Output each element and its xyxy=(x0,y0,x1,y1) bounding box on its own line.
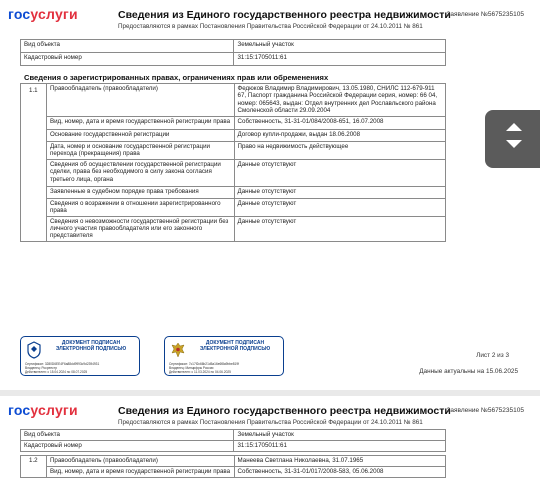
table-row xyxy=(21,198,446,216)
document-title: Сведения из Единого государственного реестра недвижимости xyxy=(118,9,451,21)
cadastral-value: 31:15:1705011:61 xyxy=(234,441,446,452)
table-row xyxy=(21,456,446,467)
rights-table xyxy=(20,83,446,242)
eagle-icon xyxy=(170,341,186,359)
table-row xyxy=(21,53,446,66)
rights-value: Право на недвижимость действующее xyxy=(234,141,445,159)
table-row xyxy=(21,430,446,441)
rights-label: Сведения об осуществлении государственной регистрации сделки, права без необходимого в силу закона согласия третьего лица, органа xyxy=(46,159,234,186)
rights-value: Федюков Владимир Владимирович, 13.05.1980, СНИЛС 112-679-911 67, Паспорт гражданина Российской Федерации серия, номер: 66 04, номер: 065643, выдан: Отдел внутренних дел Рославльского района Смоленской области 29.09.2004 xyxy=(234,84,445,117)
table-row xyxy=(21,84,446,117)
rights-label: Вид, номер, дата и время государственной регистрации права xyxy=(46,116,234,129)
document-subtitle: Предоставляются в рамках Постановления Правительства Российской Федерации от 24.10.2011 № 861 xyxy=(118,23,423,30)
object-label: Вид объекта xyxy=(21,40,234,53)
table-row xyxy=(21,467,446,478)
rights-label: Сведения о невозможности государственной регистрации без личного участия правообладателя или его законного представителя xyxy=(46,216,234,241)
rights-label: Заявленные в судебном порядке права требования xyxy=(46,186,234,198)
rights-value: Данные отсутствуют xyxy=(234,186,445,198)
rights-label: Основание государственной регистрации xyxy=(46,129,234,141)
chevron-up-icon[interactable] xyxy=(506,123,522,131)
table-row xyxy=(21,186,446,198)
signature-stamp-rosreestr xyxy=(20,336,140,376)
stamp-details: Сертификат: 7c17f2c66b21d5a16e6f8a9bbe819f Владелец: Минцифры России Действителен: с 11.03.2024 по 04.06.2025 xyxy=(169,362,239,374)
document-title: Сведения из Единого государственного реестра недвижимости xyxy=(118,405,451,417)
stamp-title: ДОКУМЕНТ ПОДПИСАН ЭЛЕКТРОННОЙ ПОДПИСЬЮ xyxy=(55,340,127,353)
signature-stamp-mincifry xyxy=(164,336,284,376)
rights-label: Правообладатель (правообладатели) xyxy=(46,84,234,117)
table-row xyxy=(21,159,446,186)
rights-label: Дата, номер и основание государственной регистрации перехода (прекращения) права xyxy=(46,141,234,159)
actual-date: Данные актуальны на 15.06.2025 xyxy=(419,368,518,375)
table-row xyxy=(21,40,446,53)
emblem-icon xyxy=(26,341,42,359)
table-row xyxy=(21,129,446,141)
page-scroll-control[interactable] xyxy=(485,110,540,168)
sheet-number: Лист 2 из 3 xyxy=(476,352,509,359)
gosuslugi-logo: госуслуги xyxy=(8,6,78,22)
cadastral-value: 31:15:1705011:61 xyxy=(234,53,446,66)
object-value: Земельный участок xyxy=(234,40,446,53)
table-row xyxy=(21,216,446,241)
object-value: Земельный участок xyxy=(234,430,446,441)
object-table xyxy=(20,429,446,452)
statement-number: Заявление №5675235105 xyxy=(446,11,524,18)
chevron-down-icon[interactable] xyxy=(506,140,522,148)
stamp-details: Сертификат: 3280D6EE4F6a88dd9993c9d2394931 Владелец: Росреестр Действителен: с 15.04.2024 по 08.07.2025 xyxy=(25,362,100,374)
gosuslugi-logo: госуслуги xyxy=(8,402,78,418)
statement-number: Заявление №5675235105 xyxy=(446,407,524,414)
object-table xyxy=(20,39,446,66)
page-header xyxy=(0,0,540,32)
table-row xyxy=(21,441,446,452)
rights-label: Сведения о возражении в отношении зарегистрированного права xyxy=(46,198,234,216)
record-number: 1.2 xyxy=(21,456,47,478)
cadastral-label: Кадастровый номер xyxy=(21,441,234,452)
stamp-title: ДОКУМЕНТ ПОДПИСАН ЭЛЕКТРОННОЙ ПОДПИСЬЮ xyxy=(199,340,271,353)
rights-section-title: Сведения о зарегистрированных правах, ограничениях прав или обременениях xyxy=(24,73,329,82)
rights-value: Договор купли-продажи, выдан 18.06.2008 xyxy=(234,129,445,141)
rights-value: Манеева Светлана Николаевна, 31.07.1965 xyxy=(234,456,445,467)
object-label: Вид объекта xyxy=(21,430,234,441)
rights-value: Собственность, 31-31-01/017/2008-583, 05.06.2008 xyxy=(234,467,445,478)
rights-label: Правообладатель (правообладатели) xyxy=(46,456,234,467)
table-row xyxy=(21,116,446,129)
rights-label: Вид, номер, дата и время государственной регистрации права xyxy=(46,467,234,478)
record-number: 1.1 xyxy=(21,84,47,242)
document-page-2 xyxy=(0,396,540,480)
rights-value: Данные отсутствуют xyxy=(234,198,445,216)
rights-value: Собственность, 31-31-01/084/2008-651, 16.07.2008 xyxy=(234,116,445,129)
page-header xyxy=(0,396,540,428)
cadastral-label: Кадастровый номер xyxy=(21,53,234,66)
table-row xyxy=(21,141,446,159)
rights-value: Данные отсутствуют xyxy=(234,159,445,186)
document-subtitle: Предоставляются в рамках Постановления Правительства Российской Федерации от 24.10.2011 № 861 xyxy=(118,419,423,426)
rights-value: Данные отсутствуют xyxy=(234,216,445,241)
rights-table xyxy=(20,455,446,478)
